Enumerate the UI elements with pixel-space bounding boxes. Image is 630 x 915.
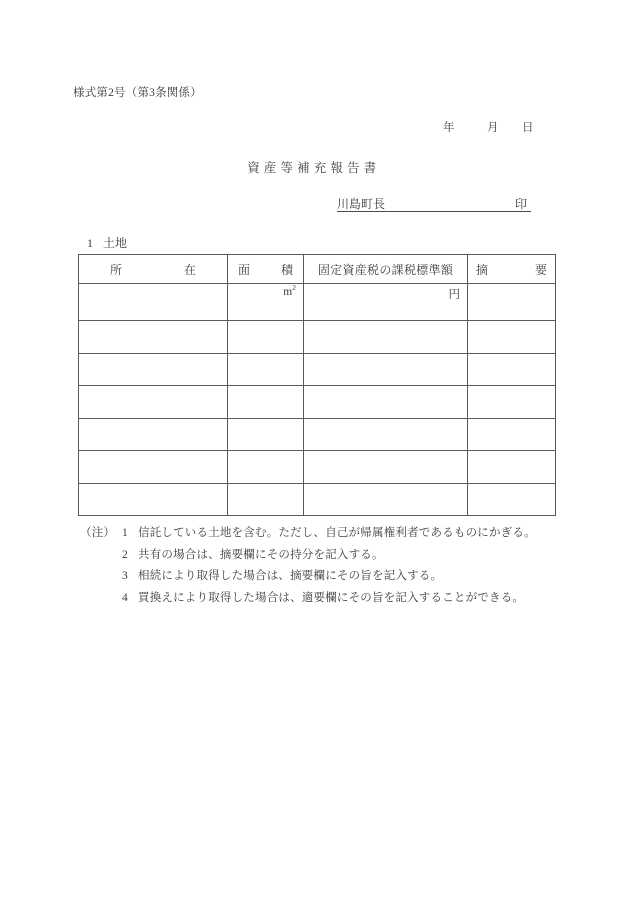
cell-area xyxy=(228,451,304,484)
section-number: 1 xyxy=(87,236,93,250)
notes-label-spacer xyxy=(80,566,122,588)
cell-area-unit xyxy=(228,284,304,321)
form-number: 様式第2号（第3条関係） xyxy=(73,87,202,99)
cell-remarks xyxy=(468,284,556,321)
cell-remarks xyxy=(468,451,556,484)
section-title: 土地 xyxy=(103,236,128,250)
date-year-label: 年 xyxy=(443,122,455,134)
cell-tax-base xyxy=(304,321,468,354)
note-number: 3 xyxy=(122,570,128,582)
cell-location xyxy=(79,451,228,484)
addressee-line xyxy=(337,195,531,212)
header-tax-base: 固定資産税の課税標準額 xyxy=(304,255,468,284)
note-text: 共有の場合は、摘要欄にその持分を記入する。 xyxy=(138,548,384,561)
cell-remarks xyxy=(468,483,556,516)
header-remarks-first: 摘 xyxy=(476,262,489,277)
notes-label-spacer xyxy=(80,545,122,567)
table-row xyxy=(79,451,556,484)
cell-location xyxy=(79,386,228,419)
cell-tax-base xyxy=(304,451,468,484)
table-header-row xyxy=(79,255,556,284)
table-row xyxy=(79,321,556,354)
cell-area xyxy=(228,353,304,386)
cell-remarks xyxy=(468,321,556,354)
unit-row xyxy=(79,284,556,321)
cell-location xyxy=(79,353,228,386)
date-month-label: 月 xyxy=(487,122,499,134)
header-area-first: 面 xyxy=(238,262,251,277)
notes-label-spacer xyxy=(80,588,122,610)
note-text: 買換えにより取得した場合は、適要欄にその旨を記入することができる。 xyxy=(138,591,525,604)
notes-label: （注） xyxy=(80,527,116,539)
header-location xyxy=(79,255,228,284)
cell-area xyxy=(228,483,304,516)
document-title: 資 産 等 補 充 報 告 書 xyxy=(247,161,377,175)
table-row xyxy=(79,418,556,451)
note-number: 2 xyxy=(122,548,128,561)
cell-remarks xyxy=(468,418,556,451)
cell-remarks xyxy=(468,353,556,386)
cell-area xyxy=(228,418,304,451)
addressee-name: 川島町長 xyxy=(337,197,386,211)
header-location-last: 在 xyxy=(183,262,196,277)
note-item xyxy=(80,566,536,588)
table-row xyxy=(79,386,556,419)
header-remarks-last: 要 xyxy=(534,262,547,277)
notes xyxy=(80,523,536,609)
note-item xyxy=(80,523,536,545)
land-table xyxy=(78,254,556,516)
cell-location xyxy=(79,418,228,451)
header-location-first: 所 xyxy=(110,262,123,277)
header-remarks xyxy=(468,255,556,284)
cell-tax-base xyxy=(304,386,468,419)
cell-location xyxy=(79,284,228,321)
note-number: 1 xyxy=(122,527,128,539)
header-area-last: 積 xyxy=(280,262,293,277)
note-text: 相続により取得した場合は、摘要欄にその旨を記入する。 xyxy=(138,570,443,582)
note-text: 信託している土地を含む。ただし、自己が帰属権利者であるものにかぎる。 xyxy=(138,527,536,539)
cell-amount-unit xyxy=(304,284,468,321)
amount-unit: 円 xyxy=(448,289,460,301)
header-area xyxy=(228,255,304,284)
cell-tax-base xyxy=(304,483,468,516)
cell-tax-base xyxy=(304,418,468,451)
cell-tax-base xyxy=(304,353,468,386)
date-day-label: 日 xyxy=(522,122,534,134)
table-row xyxy=(79,483,556,516)
note-item xyxy=(80,545,536,567)
section-label xyxy=(87,234,127,251)
seal-label: 印 xyxy=(514,197,527,211)
area-unit: $m^2$ xyxy=(283,283,296,298)
cell-location xyxy=(79,483,228,516)
cell-remarks xyxy=(468,386,556,419)
cell-area xyxy=(228,321,304,354)
table-row xyxy=(79,353,556,386)
cell-location xyxy=(79,321,228,354)
cell-area xyxy=(228,386,304,419)
note-item xyxy=(80,588,536,610)
note-number: 4 xyxy=(122,591,128,604)
